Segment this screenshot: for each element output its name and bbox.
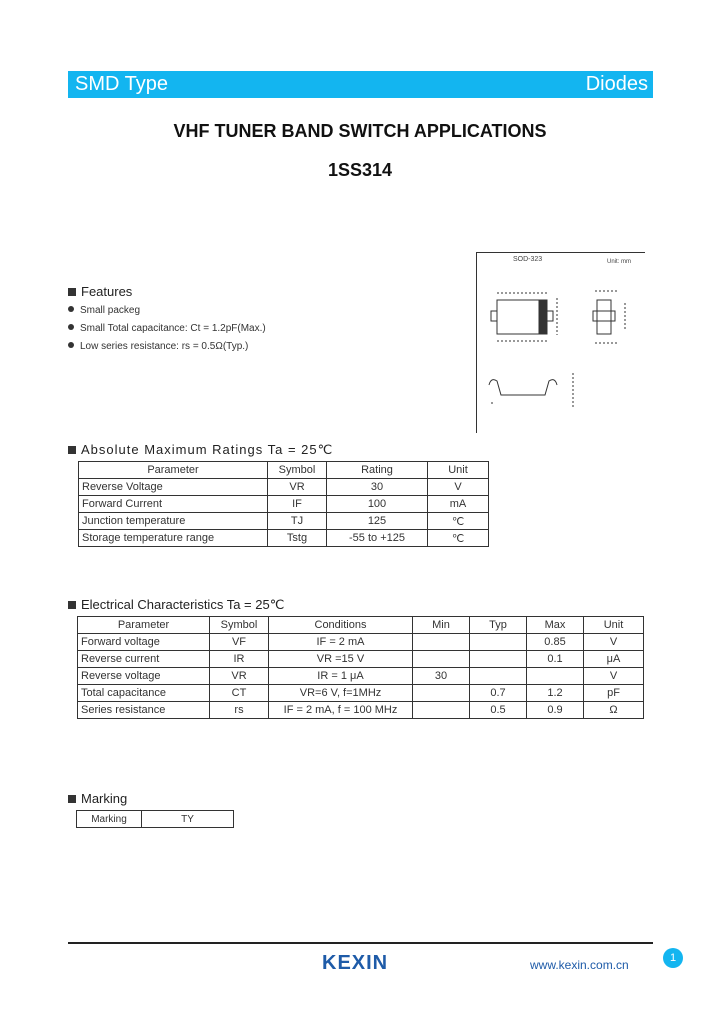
table-cell: VF <box>210 634 269 651</box>
table-cell: 0.85 <box>527 634 584 651</box>
col-header: Max <box>527 617 584 634</box>
table-cell: Series resistance <box>78 702 210 719</box>
table-cell <box>413 685 470 702</box>
table-row <box>77 811 234 828</box>
table-cell: Reverse current <box>78 651 210 668</box>
table-cell: IF = 2 mA <box>269 634 413 651</box>
abs-max-table <box>78 461 489 547</box>
marking-value: TY <box>142 811 234 828</box>
table-cell: -55 to +125 <box>327 530 428 547</box>
table-cell: TJ <box>268 513 327 530</box>
table-cell: 1.2 <box>527 685 584 702</box>
website-link[interactable]: www.kexin.com.cn <box>530 958 629 972</box>
table-cell: Reverse Voltage <box>79 479 268 496</box>
table-cell: Storage temperature range <box>79 530 268 547</box>
table-cell: 100 <box>327 496 428 513</box>
table-cell: mA <box>428 496 489 513</box>
table-cell <box>413 634 470 651</box>
col-header: Parameter <box>78 617 210 634</box>
table-cell: V <box>428 479 489 496</box>
table-cell: IR <box>210 651 269 668</box>
square-bullet-icon <box>68 288 76 296</box>
col-header: Min <box>413 617 470 634</box>
table-cell: VR <box>268 479 327 496</box>
col-header: Unit <box>584 617 644 634</box>
table-row <box>79 513 489 530</box>
table-cell: Junction temperature <box>79 513 268 530</box>
table-cell: IF = 2 mA, f = 100 MHz <box>269 702 413 719</box>
features-heading: Features <box>68 284 132 299</box>
table-cell: Tstg <box>268 530 327 547</box>
table-cell: pF <box>584 685 644 702</box>
marking-table <box>76 810 234 828</box>
table-cell: Total capacitance <box>78 685 210 702</box>
square-bullet-icon <box>68 446 76 454</box>
footer-divider <box>68 942 653 944</box>
feature-item: Small packeg <box>68 305 140 316</box>
table-row <box>78 702 644 719</box>
table-cell: ℃ <box>428 530 489 547</box>
table-cell <box>413 702 470 719</box>
package-outline-svg <box>477 253 645 433</box>
table-cell: 30 <box>327 479 428 496</box>
table-cell: VR=6 V, f=1MHz <box>269 685 413 702</box>
bullet-icon <box>68 306 74 312</box>
table-header-row <box>79 462 489 479</box>
table-cell: IF <box>268 496 327 513</box>
table-row <box>79 479 489 496</box>
table-row <box>78 634 644 651</box>
table-cell <box>470 634 527 651</box>
feature-item: Small Total capacitance: Ct = 1.2pF(Max.) <box>68 323 266 334</box>
page-number: 1 <box>663 948 683 968</box>
table-cell <box>470 651 527 668</box>
table-cell <box>527 668 584 685</box>
table-cell: IR = 1 μA <box>269 668 413 685</box>
package-drawing <box>476 252 645 433</box>
table-cell: VR <box>210 668 269 685</box>
category-label: SMD Type <box>75 73 168 95</box>
table-cell: VR =15 V <box>269 651 413 668</box>
table-cell: 30 <box>413 668 470 685</box>
kexin-logo: KEXIN <box>322 952 389 974</box>
table-row <box>78 668 644 685</box>
table-header-row <box>78 617 644 634</box>
table-cell: Ω <box>584 702 644 719</box>
bullet-icon <box>68 324 74 330</box>
part-number: 1SS314 <box>327 160 393 180</box>
table-cell <box>413 651 470 668</box>
table-cell: ℃ <box>428 513 489 530</box>
table-cell: 0.7 <box>470 685 527 702</box>
col-header: Conditions <box>269 617 413 634</box>
col-header: Unit <box>428 462 489 479</box>
table-row <box>79 530 489 547</box>
col-header: Typ <box>470 617 527 634</box>
table-cell: 0.9 <box>527 702 584 719</box>
table-cell: Forward Current <box>79 496 268 513</box>
table-cell: Forward voltage <box>78 634 210 651</box>
table-cell: 125 <box>327 513 428 530</box>
square-bullet-icon <box>68 601 76 609</box>
table-cell: μA <box>584 651 644 668</box>
table-cell: Reverse voltage <box>78 668 210 685</box>
table-cell: rs <box>210 702 269 719</box>
table-row <box>79 496 489 513</box>
col-header: Symbol <box>210 617 269 634</box>
col-header: Parameter <box>79 462 268 479</box>
document-title: VHF TUNER BAND SWITCH APPLICATIONS <box>173 121 547 141</box>
bullet-icon <box>68 342 74 348</box>
col-header: Rating <box>327 462 428 479</box>
table-cell: 0.1 <box>527 651 584 668</box>
table-cell: V <box>584 668 644 685</box>
product-type-label: Diodes <box>585 73 648 95</box>
table-cell: 0.5 <box>470 702 527 719</box>
package-name: SOD-323 <box>513 256 543 263</box>
table-cell: CT <box>210 685 269 702</box>
elec-heading: Electrical Characteristics Ta = 25℃ <box>68 597 284 613</box>
square-bullet-icon <box>68 795 76 803</box>
table-cell <box>470 668 527 685</box>
package-unit: Unit: mm <box>607 259 631 265</box>
header-bar <box>68 71 653 98</box>
marking-heading: Marking <box>68 791 127 806</box>
feature-item: Low series resistance: rs = 0.5Ω(Typ.) <box>68 341 248 352</box>
table-row <box>78 685 644 702</box>
table-cell: V <box>584 634 644 651</box>
marking-label: Marking <box>77 811 142 828</box>
table-row <box>78 651 644 668</box>
abs-max-heading: Absolute Maximum Ratings Ta = 25℃ <box>68 442 333 458</box>
elec-table <box>77 616 644 719</box>
col-header: Symbol <box>268 462 327 479</box>
